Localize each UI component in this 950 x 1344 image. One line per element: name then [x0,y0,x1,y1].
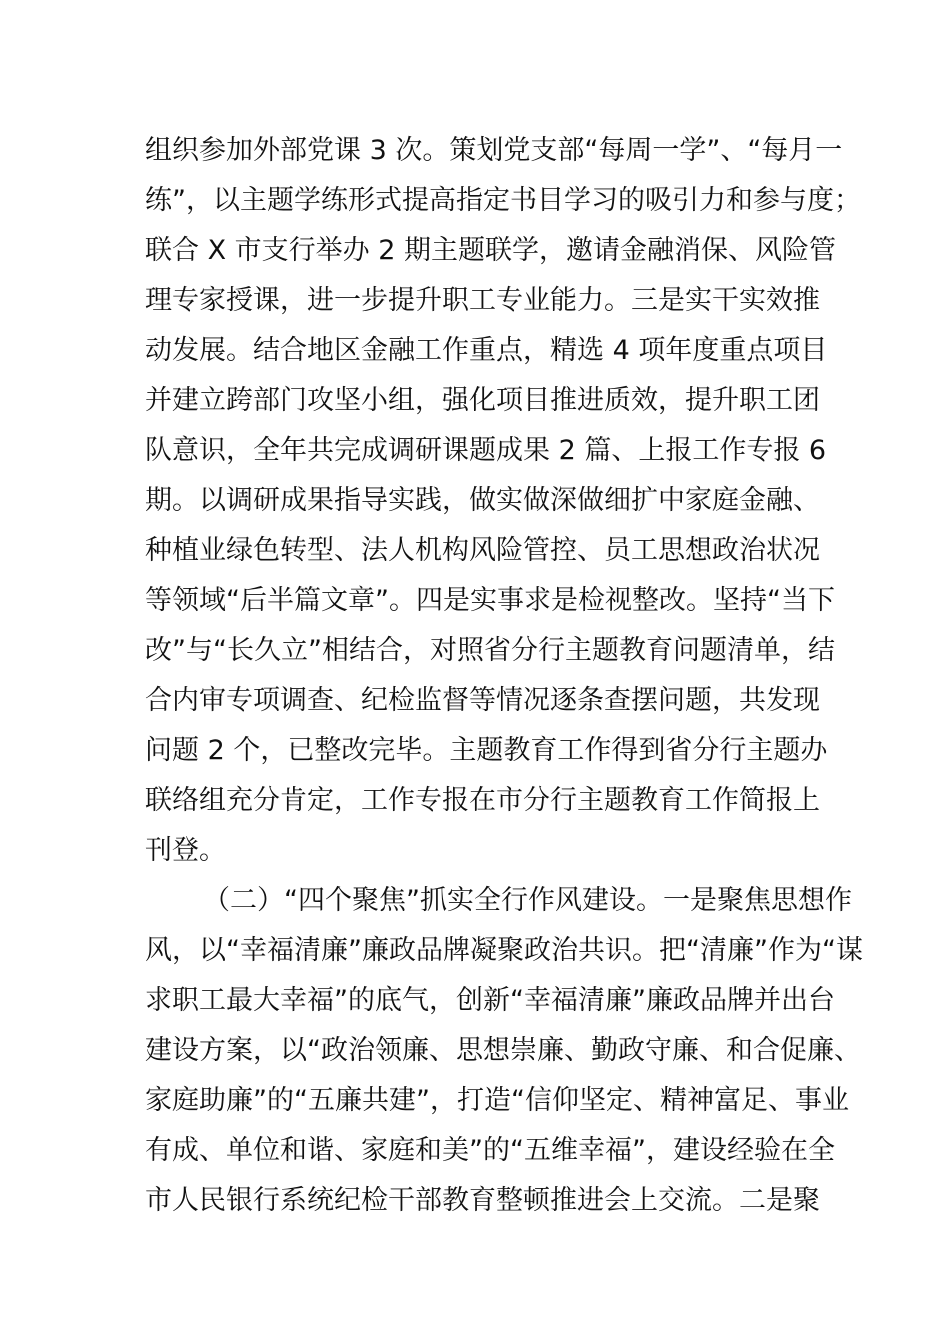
text-line: 联络组充分肯定，工作专报在市分行主题教育工作简报上 [145,785,820,816]
text-line: 家庭助廉”的“五廉共建”，打造“信仰坚定、精神富足、事业 [145,1085,849,1116]
text-line: 组织参加外部党课 3 次。策划党支部“每周一学”、“每月一 [145,135,843,166]
text-line: 期。以调研成果指导实践，做实做深做细扩中家庭金融、 [145,485,820,516]
text-line: 理专家授课，进一步提升职工专业能力。三是实干实效推 [145,285,820,316]
text-line: 队意识，全年共完成调研课题成果 2 篇、上报工作专报 6 [145,435,827,466]
text-line: 市人民银行系统纪检干部教育整顿推进会上交流。二是聚 [145,1185,820,1216]
text-line: 刊登。 [145,835,226,866]
text-line: 求职工最大幸福”的底气，创新“幸福清廉”廉政品牌并出台 [145,985,835,1016]
text-line: 问题 2 个，已整改完毕。主题教育工作得到省分行主题办 [145,735,828,766]
text-line: 合内审专项调查、纪检监督等情况逐条查摆问题，共发现 [145,685,820,716]
text-line: 种植业绿色转型、法人机构风险管控、员工思想政治状况 [145,535,820,566]
text-line: 风，以“幸福清廉”廉政品牌凝聚政治共识。把“清廉”作为“谋 [145,935,863,966]
text-line: 改”与“长久立”相结合，对照省分行主题教育问题清单，结 [145,635,835,666]
text-line: 练”，以主题学练形式提高指定书目学习的吸引力和参与度； [145,185,861,216]
text-line: 动发展。结合地区金融工作重点，精选 4 项年度重点项目 [145,335,828,366]
body-text [145,126,863,1226]
text-line: 联合 X 市支行举办 2 期主题联学，邀请金融消保、风险管 [145,235,837,266]
text-line: 等领域“后半篇文章”。四是实事求是检视整改。坚持“当下 [145,585,835,616]
text-line: 建设方案，以“政治领廉、思想崇廉、勤政守廉、和合促廉、 [145,1035,861,1066]
section-heading-line: （二）“四个聚焦”抓实全行作风建设。一是聚焦思想作 [203,885,852,916]
text-line: 并建立跨部门攻坚小组，强化项目推进质效，提升职工团 [145,385,820,416]
text-line: 有成、单位和谐、家庭和美”的“五维幸福”，建设经验在全 [145,1135,835,1166]
